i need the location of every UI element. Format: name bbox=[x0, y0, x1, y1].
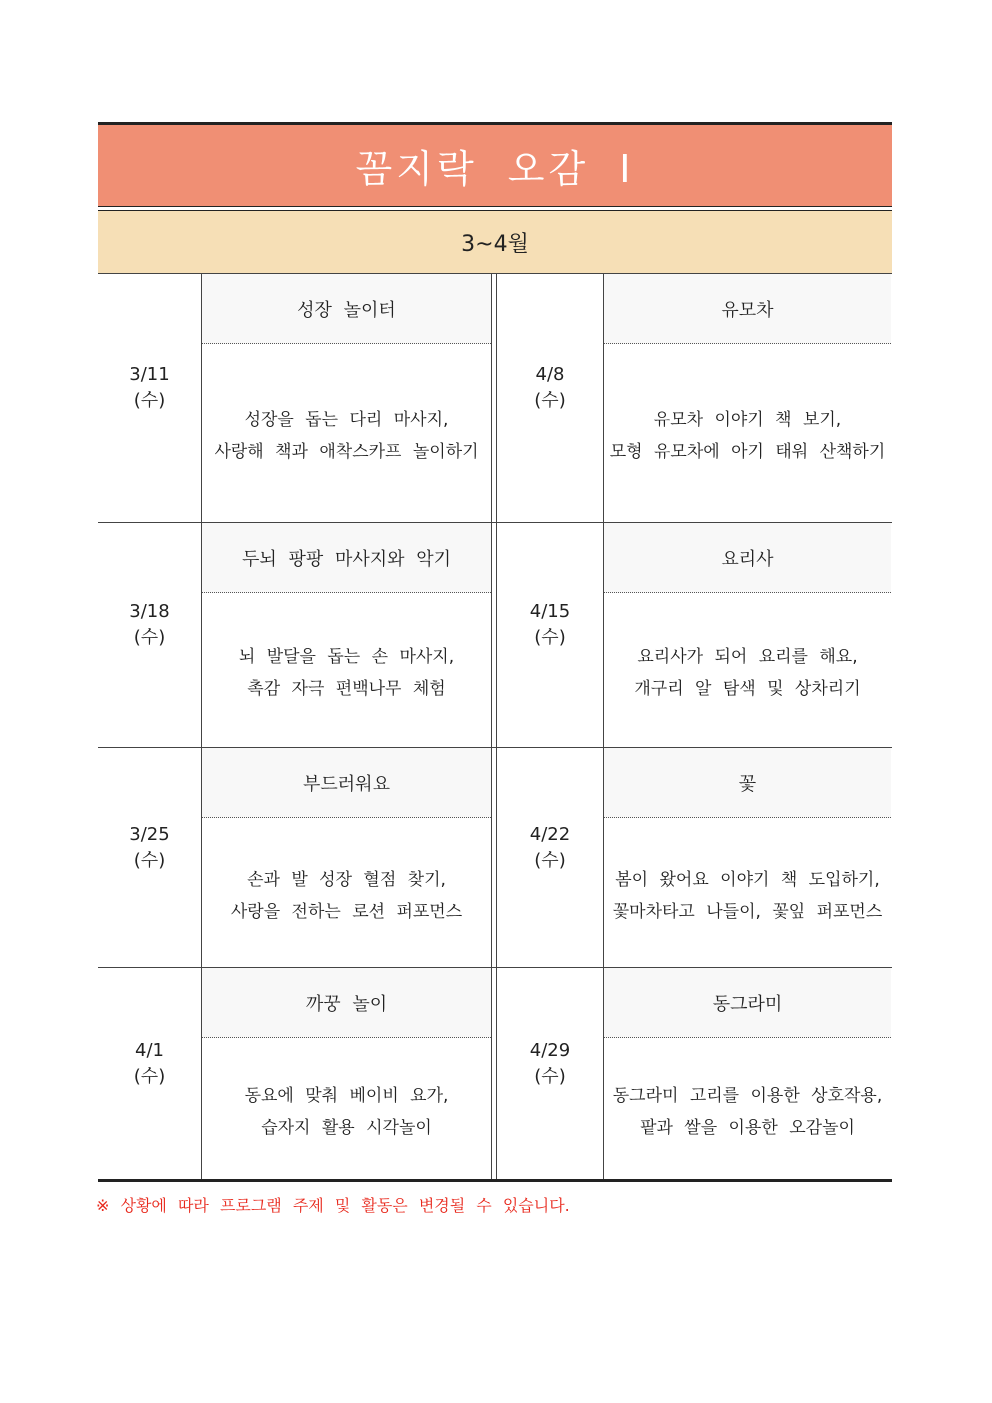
session-topic: 동그라미 bbox=[604, 968, 891, 1038]
session-description bbox=[202, 1038, 491, 1179]
session-cell bbox=[202, 748, 492, 967]
period-label: 3~4월 bbox=[461, 231, 529, 257]
table-row bbox=[98, 748, 892, 968]
date-cell bbox=[98, 968, 202, 1179]
date-label: 3/11 bbox=[129, 364, 170, 385]
session-topic: 유모차 bbox=[604, 274, 891, 344]
day-label: (수) bbox=[133, 1065, 166, 1087]
session-description bbox=[604, 1038, 891, 1179]
session-cell bbox=[202, 274, 492, 522]
date-cell bbox=[496, 968, 604, 1179]
description-line: 손과 발 성장 혈점 찾기, bbox=[247, 869, 446, 890]
session-topic: 두뇌 팡팡 마사지와 악기 bbox=[202, 523, 491, 593]
date-label: 4/29 bbox=[529, 1039, 571, 1061]
description-line: 습자지 활용 시각놀이 bbox=[261, 1117, 432, 1138]
session-topic: 성장 놀이터 bbox=[202, 274, 491, 344]
session-description bbox=[604, 593, 891, 747]
description-line: 유모차 이야기 책 보기, bbox=[653, 410, 842, 430]
table-row bbox=[98, 274, 892, 523]
day-label: (수) bbox=[133, 390, 166, 411]
description-line: 봄이 왔어요 이야기 책 도입하기, bbox=[615, 869, 880, 890]
description-line: 촉감 자극 편백나무 체험 bbox=[247, 679, 446, 699]
description-line: 요리사가 되어 요리를 해요, bbox=[637, 647, 858, 667]
title-band bbox=[98, 122, 892, 206]
session-topic: 까꿍 놀이 bbox=[202, 968, 491, 1038]
session-cell bbox=[202, 523, 492, 747]
date-cell bbox=[98, 523, 202, 747]
day-label: (수) bbox=[534, 849, 566, 871]
session-cell bbox=[202, 968, 492, 1179]
description-line: 팥과 쌀을 이용한 오감놀이 bbox=[640, 1117, 855, 1138]
date-cell bbox=[496, 523, 604, 747]
day-label: (수) bbox=[534, 390, 566, 411]
date-label: 4/15 bbox=[529, 601, 571, 622]
session-topic: 부드러워요 bbox=[202, 748, 491, 818]
description-line: 뇌 발달을 돕는 손 마사지, bbox=[238, 647, 455, 667]
session-cell bbox=[604, 274, 891, 522]
description-line: 꽃마차타고 나들이, 꽃잎 퍼포먼스 bbox=[612, 901, 883, 922]
page-title: 꼼지락 오감 I bbox=[355, 147, 635, 191]
description-line: 동요에 맞춰 베이비 요가, bbox=[244, 1085, 449, 1106]
session-cell bbox=[604, 968, 891, 1179]
schedule-table bbox=[98, 122, 892, 1182]
day-label: (수) bbox=[534, 1065, 566, 1087]
day-label: (수) bbox=[534, 627, 566, 648]
period-band bbox=[98, 211, 892, 274]
session-topic: 꽃 bbox=[604, 748, 891, 818]
date-label: 4/8 bbox=[535, 364, 565, 385]
date-label: 3/25 bbox=[129, 823, 170, 845]
session-topic: 요리사 bbox=[604, 523, 891, 593]
description-line: 모형 유모차에 아기 태워 산책하기 bbox=[609, 442, 886, 462]
table-row bbox=[98, 968, 892, 1182]
date-label: 3/18 bbox=[129, 601, 170, 622]
session-description bbox=[604, 344, 891, 522]
notice-text: ※ 상황에 따라 프로그램 주제 및 활동은 변경될 수 있습니다. bbox=[96, 1196, 570, 1215]
date-cell bbox=[98, 274, 202, 522]
session-description bbox=[202, 593, 491, 747]
description-line: 사랑해 책과 애착스카프 놀이하기 bbox=[214, 442, 479, 462]
description-line: 사랑을 전하는 로션 퍼포먼스 bbox=[230, 901, 463, 922]
date-label: 4/1 bbox=[135, 1039, 164, 1061]
session-cell bbox=[604, 523, 891, 747]
description-line: 동그라미 고리를 이용한 상호작용, bbox=[612, 1085, 883, 1106]
day-label: (수) bbox=[133, 627, 166, 648]
date-cell bbox=[496, 748, 604, 967]
date-label: 4/22 bbox=[529, 823, 571, 845]
description-line: 성장을 돕는 다리 마사지, bbox=[244, 410, 449, 430]
session-description bbox=[202, 344, 491, 522]
description-line: 개구리 알 탐색 및 상차리기 bbox=[634, 679, 861, 699]
date-cell bbox=[496, 274, 604, 522]
session-description bbox=[604, 818, 891, 967]
day-label: (수) bbox=[133, 849, 166, 871]
date-cell bbox=[98, 748, 202, 967]
table-row bbox=[98, 523, 892, 748]
session-description bbox=[202, 818, 491, 967]
session-cell bbox=[604, 748, 891, 967]
